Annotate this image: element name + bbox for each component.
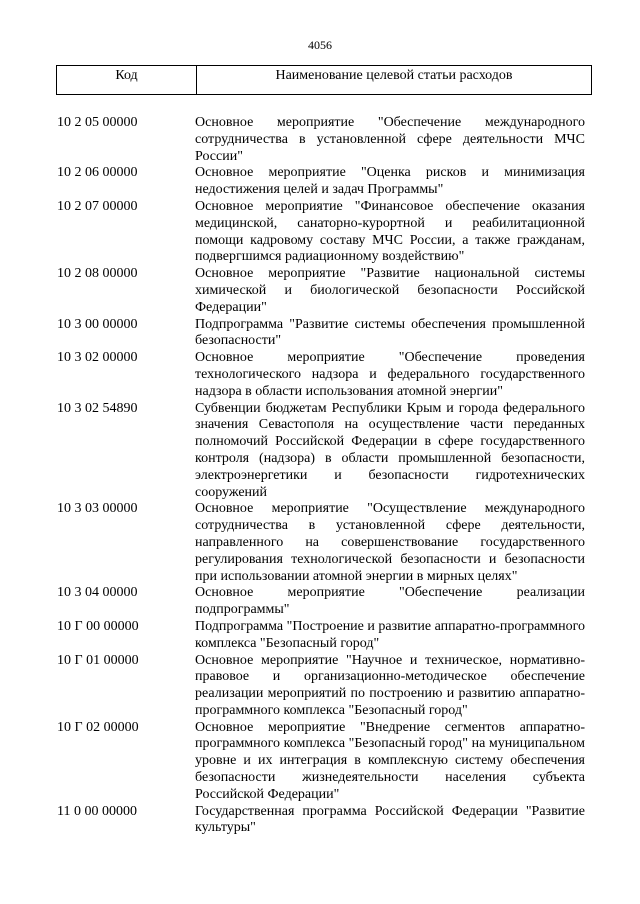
row-code: 10 2 08 00000 bbox=[57, 266, 138, 282]
row-code: 10 Г 02 00000 bbox=[57, 719, 139, 735]
table-row bbox=[57, 317, 592, 351]
table-row bbox=[57, 804, 592, 838]
table-row bbox=[57, 585, 592, 619]
row-code: 10 3 02 00000 bbox=[57, 350, 138, 366]
row-name: Основное мероприятие "Финансовое обеспечение оказания медицинской, санаторно-курортной и реабилитационной помощи кадровому составу МЧС России, а также гражданам, подвергшимся радиационному воздействию" bbox=[195, 198, 585, 265]
row-name: Основное мероприятие "Научное и техническое, нормативно-правовое и организационно-методическое обеспечение реализации мероприятий по построению и развитию аппаратно-программного комплекса "Безопасный город" bbox=[195, 652, 585, 718]
table-body bbox=[57, 115, 592, 837]
table-row bbox=[57, 501, 592, 585]
column-header-name: Наименование целевой статьи расходов bbox=[275, 68, 513, 83]
row-name: Основное мероприятие "Обеспечение международного сотрудничества в установленной сфере деятельности МЧС России" bbox=[195, 115, 585, 164]
table-row bbox=[57, 720, 592, 804]
row-code: 10 Г 01 00000 bbox=[57, 652, 139, 668]
row-name: Основное мероприятие "Обеспечение проведения технологического надзора и федерального государственного надзора в области использования атомной энергии" bbox=[195, 350, 585, 399]
row-name: Основное мероприятие "Развитие национальной системы химической и биологической безопасности Российской Федерации" bbox=[195, 266, 585, 315]
row-code: 10 2 05 00000 bbox=[57, 115, 138, 130]
row-name: Подпрограмма "Построение и развитие аппаратно-программного комплекса "Безопасный город" bbox=[195, 618, 585, 651]
row-code: 10 Г 00 00000 bbox=[57, 618, 139, 634]
row-name: Подпрограмма "Развитие системы обеспечения промышленной безопасности" bbox=[195, 316, 585, 349]
row-code: 10 3 04 00000 bbox=[57, 585, 138, 601]
row-name: Основное мероприятие "Осуществление международного сотрудничества в установленной сфере деятельности, направленного на совершенствование государственного регулирования технологической безопасности и безопасности при использовании атомной энергии в мирных целях" bbox=[195, 501, 585, 584]
row-code: 10 3 02 54890 bbox=[57, 400, 138, 416]
table-row bbox=[57, 115, 592, 165]
row-code: 10 2 07 00000 bbox=[57, 198, 138, 214]
table-row bbox=[57, 199, 592, 266]
row-name: Государственная программа Российской Федерации "Развитие культуры" bbox=[195, 803, 585, 836]
row-code: 10 3 00 00000 bbox=[57, 316, 138, 332]
row-code: 11 0 00 00000 bbox=[57, 803, 137, 819]
table-row bbox=[57, 165, 592, 199]
table-row bbox=[57, 619, 592, 653]
page-number: 4056 bbox=[308, 38, 332, 52]
table-row bbox=[57, 401, 592, 502]
column-header-code: Код bbox=[57, 66, 197, 94]
table-row bbox=[57, 266, 592, 316]
row-name: Основное мероприятие "Обеспечение реализации подпрограммы" bbox=[195, 585, 585, 618]
table-header bbox=[56, 65, 592, 95]
row-name: Основное мероприятие "Внедрение сегментов аппаратно-программного комплекса "Безопасный город" на муниципальном уровне и их интеграция в комплексную систему обеспечения безопасности жизнедеятельности населения субъекта Российской Федерации" bbox=[195, 719, 585, 802]
row-name: Субвенции бюджетам Республики Крым и города федерального значения Севастополя на осуществление части переданных полномочий Российской Федерации в сфере государственного контроля (надзора) в области промышленной безопасности, электроэнергетики и безопасности гидротехнических сооружений bbox=[195, 400, 585, 500]
row-code: 10 2 06 00000 bbox=[57, 165, 138, 181]
row-name: Основное мероприятие "Оценка рисков и минимизация недостижения целей и задач Программы" bbox=[195, 165, 585, 198]
table-row bbox=[57, 653, 592, 720]
table-row bbox=[57, 350, 592, 400]
row-code: 10 3 03 00000 bbox=[57, 501, 138, 517]
